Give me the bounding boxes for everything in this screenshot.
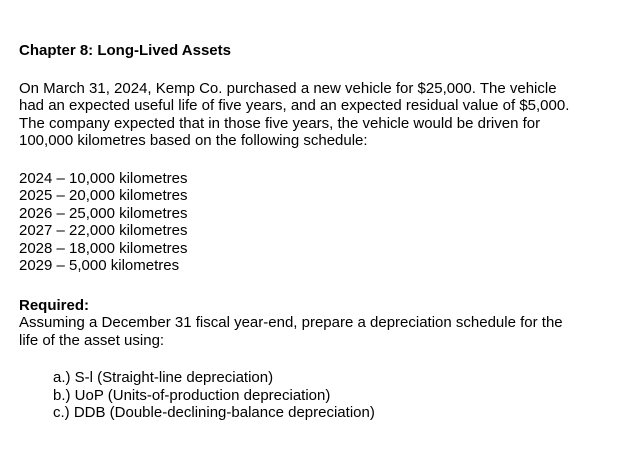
method-item: b.) UoP (Units-of-production depreciation) (53, 386, 331, 404)
intro-line: The company expected that in those five years, the vehicle would be driven for (19, 114, 541, 132)
depreciation-methods-list (19, 369, 641, 422)
intro-line: had an expected useful life of five years, and an expected residual value of $5,000. (19, 97, 570, 114)
schedule-item: 2026 – 25,000 kilometres (19, 204, 188, 222)
required-line: Assuming a December 31 fiscal year-end, prepare a depreciation schedule for the (19, 314, 563, 331)
intro-line: On March 31, 2024, Kemp Co. purchased a new vehicle for $25,000. The vehicle (19, 79, 557, 97)
required-heading: Required: (19, 296, 90, 314)
schedule-item: 2029 – 5,000 kilometres (19, 257, 180, 274)
method-item: a.) S-l (Straight-line depreciation) (53, 369, 274, 386)
method-item: c.) DDB (Double-declining-balance depreciation) (53, 404, 375, 421)
intro-line: 100,000 kilometres based on the following schedule: (19, 132, 368, 149)
required-line: life of the asset using: (19, 331, 165, 349)
schedule-item: 2028 – 18,000 kilometres (19, 239, 188, 257)
schedule-item: 2025 – 20,000 kilometres (19, 187, 188, 204)
schedule-item: 2024 – 10,000 kilometres (19, 169, 188, 187)
required-text (19, 314, 641, 349)
kilometre-schedule (19, 170, 641, 275)
schedule-item: 2027 – 22,000 kilometres (19, 222, 188, 239)
chapter-title: Chapter 8: Long-Lived Assets (19, 42, 231, 59)
intro-paragraph (19, 80, 619, 150)
